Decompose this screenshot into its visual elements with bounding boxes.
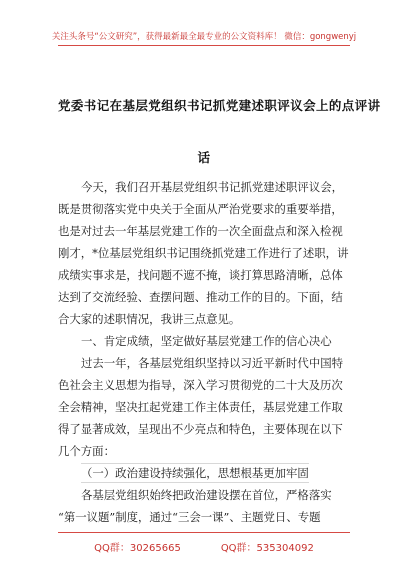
section-heading-1: 一、肯定成绩，坚定做好基层党建工作的信心决心	[81, 334, 332, 348]
body-line: 合大家的述职情况，我讲三点意见。	[58, 312, 241, 326]
document-body	[58, 176, 352, 528]
body-line: “第一议题”制度，通过“三会一课”、主题党日、专题	[58, 510, 321, 524]
header-divider	[58, 45, 350, 46]
document-title-line-1: 党委书记在基层党组织书记抓党建述职评议会上的点评讲	[58, 98, 381, 113]
header-banner: 关注头条号“公文研究”，获得最新最全最专业的公文资料库！ 微信：gongwenyj	[51, 32, 357, 42]
subsection-heading-text: （一）政治建设持续强化，思想根基更加牢固	[81, 463, 309, 483]
body-line: 各基层党组织始终把政治建设摆在首位，严格落实	[81, 488, 332, 502]
body-line: 成绩实事求是，找问题不遮不掩，谈打算思路清晰，总体	[58, 268, 343, 282]
body-line: 达到了交流经验、查摆问题、推动工作的目的。下面，结	[58, 290, 343, 304]
body-line: 今天，我们召开基层党组织书记抓党建述职评议会，	[81, 180, 343, 194]
document-title-line-2: 话	[197, 150, 211, 165]
body-line: 得了显著成效，呈现出不少亮点和特色，主要体现在以下	[58, 422, 343, 436]
body-line: 既是贯彻落实党中央关于全面从严治党要求的重要举措，	[58, 202, 343, 216]
body-line: 色社会主义思想为指导，深入学习贯彻党的二十大及历次	[58, 378, 343, 392]
footer-qq-group-2: QQ群：535304092	[220, 543, 314, 554]
body-line: 刚才，*位基层党组织书记围绕抓党建工作进行了述职，讲	[58, 246, 349, 260]
body-line: 几个方面：	[58, 444, 115, 458]
subsection-heading-1	[58, 462, 352, 484]
body-line: 过去一年，各基层党组织坚持以习近平新时代中国特	[81, 356, 343, 370]
footer	[58, 539, 350, 554]
footer-qq-group-1: QQ群：30265665	[94, 543, 181, 554]
body-line: 也是对过去一年基层党建工作的一次全面盘点和深入检视	[58, 224, 343, 238]
footer-divider	[58, 532, 350, 533]
body-line: 全会精神，坚决扛起党建工作主体责任，基层党建工作取	[58, 400, 343, 414]
